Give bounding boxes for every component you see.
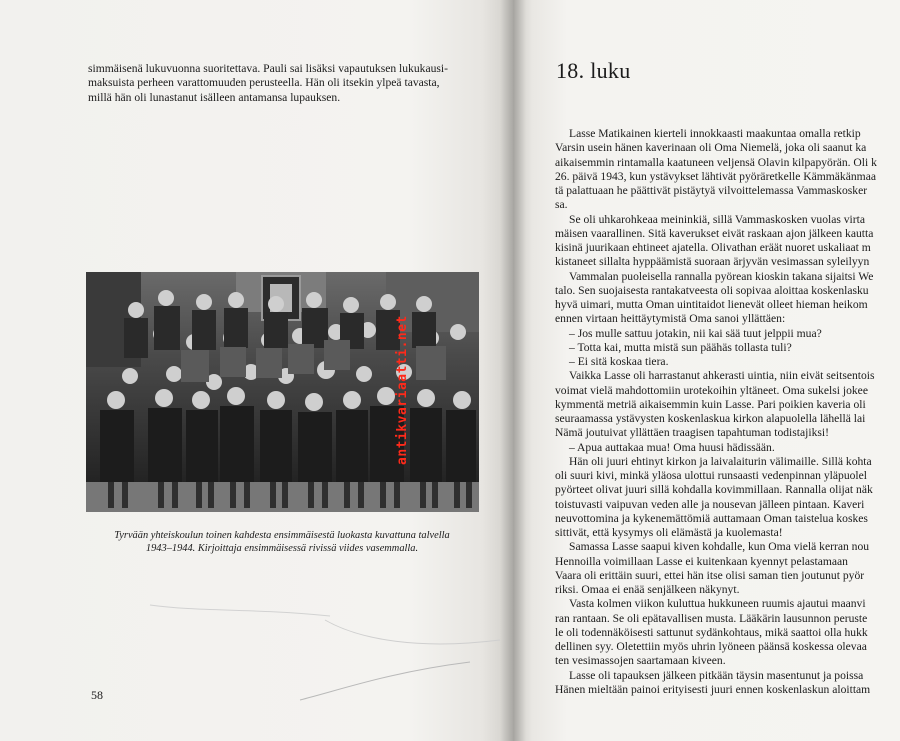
text-line: sa. — [555, 198, 568, 212]
text-line: 26. päivä 1943, kun ystävykset lähtivät pyöräretkelle Kämmäkänmaa — [555, 169, 876, 183]
dialogue-line: – Ei sitä koskaa tiera. — [569, 355, 669, 368]
photo-caption — [92, 529, 472, 555]
dialogue-line: – Apua auttakaa mua! Oma huusi hädissään. — [569, 440, 775, 454]
text-line: toistuvasti vaipuvan veden alle ja nousevan jälleen pintaan. Kaveri — [555, 497, 865, 511]
text-line: ten vesimassojen saartamaan kiveen. — [555, 654, 726, 668]
text-line: dellinen syy. Oletettiin myös uhrin lyöneen päänsä koskessa olevaa — [555, 640, 867, 653]
text-line: Lasse Matikainen kierteli innokkaasti maakuntaa omalla retkip — [569, 127, 861, 140]
text-line: kisinä juurikaan ehtineet ajatella. Olivathan eräät nuoret uskaliaat m — [555, 241, 871, 254]
watermark: antikvariaatti.net — [395, 315, 410, 465]
text-line: Varsin usein hänen kaverinaan oli Oma Niemelä, joka oli saanut ka — [555, 141, 867, 155]
class-photo-image — [86, 272, 479, 512]
text-line: kistaneet sillalta hyppäämistä suoraan ärjyvän vesimassan syleilyyn — [555, 255, 870, 269]
text-line: Hänen mieltään painoi erityisesti juuri ennen koskenlaskun aloittam — [555, 682, 871, 696]
left-text-line: millä hän oli lunastanut isälleen antamansa lupauksen. — [88, 90, 341, 104]
text-line: pyörteet olivat juuri sillä kohdalla kovimmillaan. Rannalla olijat näk — [555, 483, 873, 497]
text-line: tä palattuaan he päättivät pistäytyä vilvoittelemassa Vammaskosker — [555, 184, 868, 197]
right-body-text — [555, 127, 900, 697]
book-gutter — [500, 0, 526, 741]
caption-line: Tyrvään yhteiskoulun toinen kahdesta ensimmäisestä luokasta kuvattuna talvella — [114, 530, 450, 541]
text-line: le oli todennäköisesti sattunut sydänkohtaus, mikä saattoi olla hukk — [555, 625, 868, 639]
text-line: neuvottomina ja kykenemättömiä auttamaan Oman taistelua koskes — [555, 511, 868, 525]
text-line: ran rantaan. Se oli epätavallisen musta. Lääkärin lausunnon peruste — [555, 611, 868, 625]
class-photo — [86, 272, 479, 512]
text-line: Lasse oli tapauksen jälkeen pitkään täysin masentunut ja poissa — [569, 668, 864, 682]
text-line: Vammalan puoleisella rannalla pyörean kioskin takana sijaitsi We — [569, 269, 874, 283]
text-line: sittivät, että kysymys oli elämästä ja kuolemasta! — [555, 526, 783, 539]
text-line: Se oli uhkarohkeaa meininkiä, sillä Vammaskosken vuolas virta — [569, 212, 866, 226]
text-line: Vasta kolmen viikon kuluttua hukkuneen ruumis ajautui maanvi — [569, 597, 866, 611]
text-line: ennen virtaan heittäytymistä Oma sanoi yllättäen: — [555, 312, 786, 326]
chapter-title: 18. luku — [556, 58, 631, 83]
page-number: 58 — [91, 688, 103, 702]
caption-line: 1943–1944. Kirjoittaja ensimmäisessä rivissä viides vasemmalla. — [145, 543, 419, 554]
text-line: seuraamassa ystävysten koskenlaskua kirkon alapuolella lähellä lai — [555, 412, 866, 425]
text-line: Samassa Lasse saapui kiven kohdalle, kun Oma vielä kerran nou — [569, 540, 870, 554]
text-line: aikaisemmin rintamalla kaatuneen veljensä Olavin kilpapyörän. Oli k — [555, 155, 877, 169]
left-body-text — [88, 62, 480, 105]
text-line: Hennoilla voimillaan Lasse ei kuitenkaan kyennyt pelastamaan — [555, 554, 848, 568]
text-line: kymmentä metriä aikaisemmin kuin Lasse. Pari poikien kaveria oli — [555, 397, 866, 411]
text-line: riksi. Omaa ei enää senjälkeen näkynyt. — [555, 583, 740, 596]
text-line: Hän oli juuri ehtinyt kirkon ja laivalaiturin välimaille. Sillä kohta — [569, 454, 872, 468]
dialogue-line: – Jos mulle sattuu jotakin, nii kai sää tuut jelppii mua? — [569, 326, 822, 340]
text-line: mäisen vaarallinen. Sitä kaverukset eivät raskaan ajon jälkeen kautta — [555, 226, 874, 240]
left-text-line: maksuista perheen varattomuuden perusteella. Hän oli itsekin ylpeä tavasta, — [88, 76, 440, 90]
text-line: talo. Sen suojaisesta rantakatveesta oli sopivaa aloittaa koskenlasku — [555, 283, 869, 297]
dialogue-line: – Totta kai, mutta mistä sun päähäs tollasta tuli? — [569, 340, 792, 354]
text-line: oli suuri kivi, minkä yläosa ulottui runsaasti vedenpinnan yläpuolel — [555, 469, 868, 482]
text-line: hyvä uimari, mutta Oman uintitaidot lienevät olleet hieman heikom — [555, 298, 868, 311]
text-line: Vaikka Lasse oli harrastanut ahkerasti uintia, niin eivät seitsentois — [569, 369, 875, 383]
left-text-line: simmäisenä lukuvuonna suoritettava. Pauli sai lisäksi vapautuksen lukukausi- — [88, 62, 448, 75]
text-line: voimat vielä mahdottomiin urotekoihin yltäneet. Oma sukelsi jokee — [555, 383, 868, 397]
text-line: Vaara oli erittäin suuri, ettei hän itse olisi saman tien joutunut pyör — [555, 568, 865, 582]
text-line: Nämä joutuivat yllättäen traagisen tapahtuman todistajiksi! — [555, 426, 829, 440]
